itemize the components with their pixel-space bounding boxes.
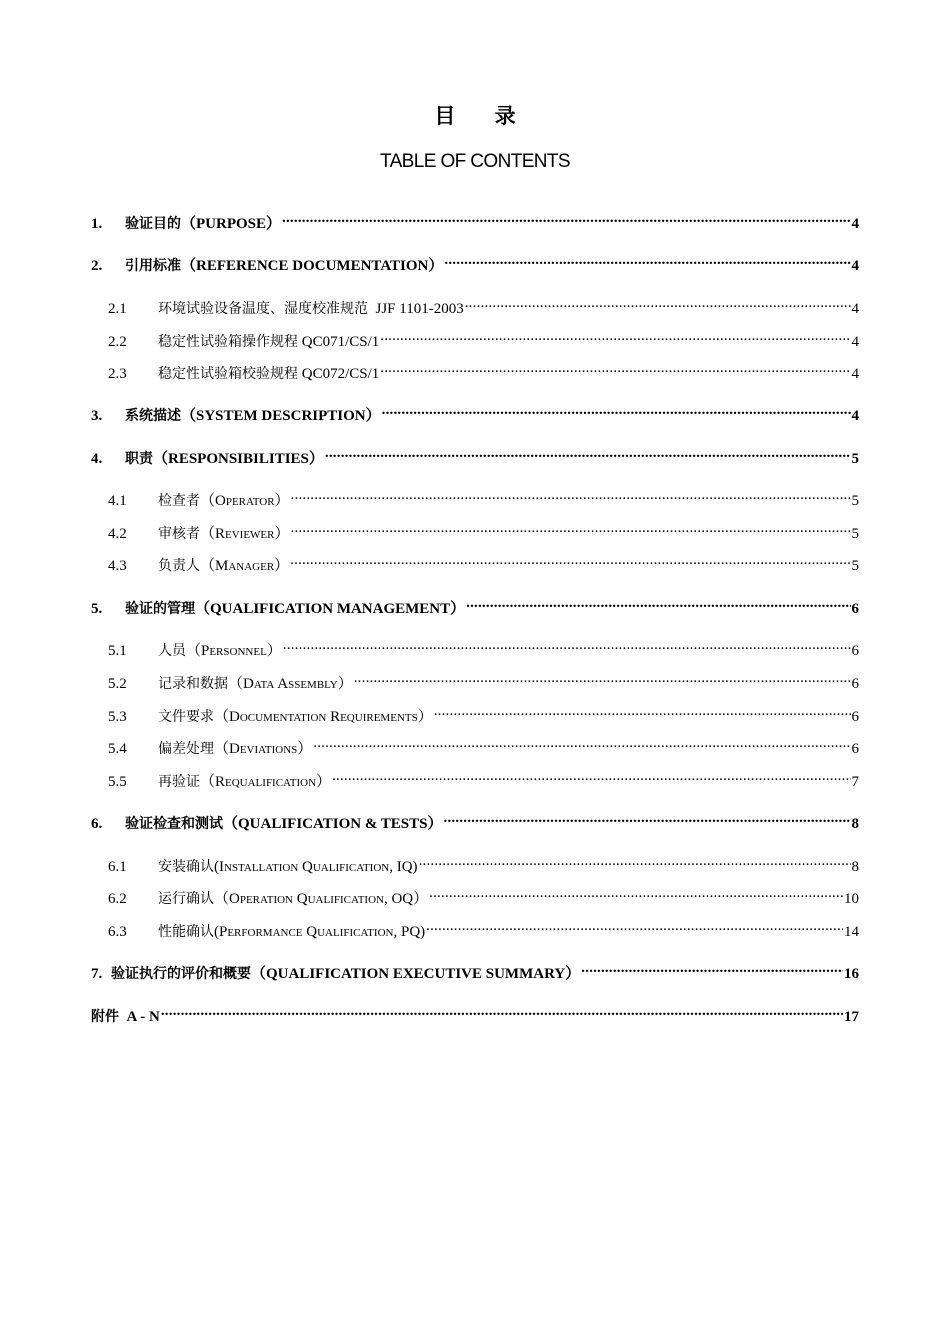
toc-dot-leader bbox=[283, 635, 851, 655]
toc-entry[interactable] bbox=[108, 293, 859, 317]
toc-entry-title: 再验证（Requalification） bbox=[158, 774, 332, 790]
toc-entry-page: 4 bbox=[851, 216, 859, 232]
toc-dot-leader bbox=[444, 250, 850, 270]
toc-entry-page: 6 bbox=[851, 643, 859, 659]
toc-entry-number: 6.3 bbox=[108, 924, 127, 940]
toc-entry-title: 验证目的（PURPOSE） bbox=[125, 216, 282, 232]
toc-entry-title: 引用标准（REFERENCE DOCUMENTATION） bbox=[125, 258, 444, 274]
toc-entry-title: 安装确认(Installation Qualification, IQ) bbox=[158, 859, 418, 875]
toc-entry-number: 4.2 bbox=[108, 526, 127, 542]
toc-entry-page: 8 bbox=[851, 816, 859, 832]
toc-title-chinese: 目 录 bbox=[434, 104, 532, 128]
toc-entry-title: 文件要求（Documentation Requirements） bbox=[158, 709, 433, 725]
toc-entry-number: 5.1 bbox=[108, 643, 127, 659]
toc-entry-number: 6.1 bbox=[108, 859, 127, 875]
toc-entry[interactable] bbox=[91, 400, 859, 424]
toc-entry-number: 1. bbox=[91, 216, 103, 232]
toc-dot-leader bbox=[332, 766, 850, 786]
toc-entry-page: 5 bbox=[851, 451, 859, 467]
toc-dot-leader bbox=[426, 916, 843, 936]
toc-entry-title: 环境试验设备温度、湿度校准规范 JJF 1101-2003 bbox=[158, 301, 464, 317]
toc-entry-page: 4 bbox=[851, 258, 859, 274]
toc-entry-page: 5 bbox=[851, 526, 859, 542]
toc-entry-number: 4. bbox=[91, 451, 103, 467]
toc-dot-leader bbox=[290, 550, 850, 570]
toc-entry-page: 4 bbox=[851, 408, 859, 424]
toc-entry[interactable] bbox=[108, 766, 859, 790]
toc-entry-page: 7 bbox=[851, 774, 859, 790]
toc-entry-page: 10 bbox=[844, 891, 859, 907]
toc-entry-number: 4.1 bbox=[108, 493, 127, 509]
toc-entry[interactable] bbox=[91, 250, 859, 274]
toc-entry-number: 5.2 bbox=[108, 676, 127, 692]
toc-entry-title: 稳定性试验箱操作规程 QC071/CS/1 bbox=[158, 334, 380, 350]
toc-entry[interactable] bbox=[108, 916, 859, 940]
toc-entry-title: 负责人（Manager） bbox=[158, 558, 290, 574]
toc-entry[interactable] bbox=[91, 958, 859, 982]
toc-dot-leader bbox=[313, 733, 850, 753]
toc-entry[interactable] bbox=[108, 518, 859, 542]
toc-entry-title: 附件 A - N bbox=[91, 1009, 160, 1025]
toc-entry[interactable] bbox=[108, 358, 859, 382]
toc-entry-number: 5.4 bbox=[108, 741, 127, 757]
toc-entry[interactable] bbox=[91, 1001, 859, 1025]
toc-dot-leader bbox=[466, 593, 850, 613]
toc-entry[interactable] bbox=[108, 485, 859, 509]
toc-entry-number: 3. bbox=[91, 408, 103, 424]
toc-entry-page: 6 bbox=[851, 676, 859, 692]
toc-entry[interactable] bbox=[108, 550, 859, 574]
toc-entry[interactable] bbox=[108, 668, 859, 692]
toc-entry-page: 8 bbox=[851, 859, 859, 875]
toc-entry-page: 4 bbox=[851, 334, 859, 350]
toc-entry-page: 16 bbox=[844, 966, 859, 982]
toc-entry[interactable] bbox=[108, 326, 859, 350]
toc-entry-number: 4.3 bbox=[108, 558, 127, 574]
toc-entry[interactable] bbox=[108, 701, 859, 725]
toc-entry-title: 系统描述（SYSTEM DESCRIPTION） bbox=[125, 408, 381, 424]
toc-entry[interactable] bbox=[108, 851, 859, 875]
toc-entry-title: 验证检查和测试（QUALIFICATION & TESTS） bbox=[125, 816, 443, 832]
toc-entry-number: 5.5 bbox=[108, 774, 127, 790]
toc-entry-number: 7. bbox=[91, 966, 103, 982]
toc-entry-page: 17 bbox=[844, 1009, 859, 1025]
toc-dot-leader bbox=[444, 808, 851, 828]
toc-entry-title: 性能确认(Performance Qualification, PQ) bbox=[158, 924, 426, 940]
toc-entry-number: 6.2 bbox=[108, 891, 127, 907]
toc-entry-title: 检查者（Operator） bbox=[158, 493, 290, 509]
toc-entry[interactable] bbox=[108, 635, 859, 659]
toc-dot-leader bbox=[354, 668, 851, 688]
toc-entry-number: 5.3 bbox=[108, 709, 127, 725]
toc-entry-title: 验证的管理（QUALIFICATION MANAGEMENT） bbox=[125, 601, 466, 617]
toc-entry[interactable] bbox=[91, 208, 859, 232]
toc-entry[interactable] bbox=[108, 883, 859, 907]
toc-entry-page: 5 bbox=[851, 493, 859, 509]
toc-entry-title: 审核者（Reviewer） bbox=[158, 526, 290, 542]
toc-dot-leader bbox=[429, 883, 843, 903]
toc-entry[interactable] bbox=[108, 733, 859, 757]
toc-dot-leader bbox=[419, 851, 851, 871]
toc-dot-leader bbox=[325, 443, 851, 463]
toc-entry-title: 稳定性试验箱校验规程 QC072/CS/1 bbox=[158, 366, 380, 382]
toc-title-english: TABLE OF CONTENTS bbox=[379, 151, 571, 172]
toc-entry-title: 记录和数据（Data Assembly） bbox=[158, 676, 353, 692]
toc-dot-leader bbox=[380, 358, 850, 378]
toc-entry-number: 2. bbox=[91, 258, 103, 274]
toc-dot-leader bbox=[380, 326, 850, 346]
toc-entry-number: 2.3 bbox=[108, 366, 127, 382]
toc-dot-leader bbox=[291, 485, 851, 505]
toc-entry-page: 6 bbox=[851, 741, 859, 757]
toc-entry-title: 偏差处理（Deviations） bbox=[158, 741, 313, 757]
toc-entry[interactable] bbox=[91, 593, 859, 617]
toc-entry-number: 5. bbox=[91, 601, 103, 617]
toc-entry[interactable] bbox=[91, 443, 859, 467]
toc-entry-page: 4 bbox=[851, 301, 859, 317]
toc-entry-number: 2.2 bbox=[108, 334, 127, 350]
toc-entry-title: 运行确认（Operation Qualification, OQ） bbox=[158, 891, 429, 907]
toc-entry-page: 6 bbox=[851, 709, 859, 725]
toc-entry-page: 14 bbox=[844, 924, 859, 940]
toc-entry-title: 人员（Personnel） bbox=[158, 643, 282, 659]
toc-dot-leader bbox=[434, 701, 851, 721]
toc-dot-leader bbox=[382, 400, 851, 420]
toc-entry-page: 5 bbox=[851, 558, 859, 574]
toc-dot-leader bbox=[581, 958, 843, 978]
toc-entry[interactable] bbox=[91, 808, 859, 832]
toc-entry-number: 6. bbox=[91, 816, 103, 832]
toc-dot-leader bbox=[282, 208, 850, 228]
toc-entry-title: 验证执行的评价和概要（QUALIFICATION EXECUTIVE SUMMARY） bbox=[111, 966, 581, 982]
toc-entry-page: 6 bbox=[851, 601, 859, 617]
toc-entry-number: 2.1 bbox=[108, 301, 127, 317]
toc-dot-leader bbox=[161, 1001, 843, 1021]
toc-dot-leader bbox=[465, 293, 851, 313]
toc-entry-page: 4 bbox=[851, 366, 859, 382]
toc-entry-title: 职责（RESPONSIBILITIES） bbox=[125, 451, 324, 467]
toc-dot-leader bbox=[291, 518, 851, 538]
